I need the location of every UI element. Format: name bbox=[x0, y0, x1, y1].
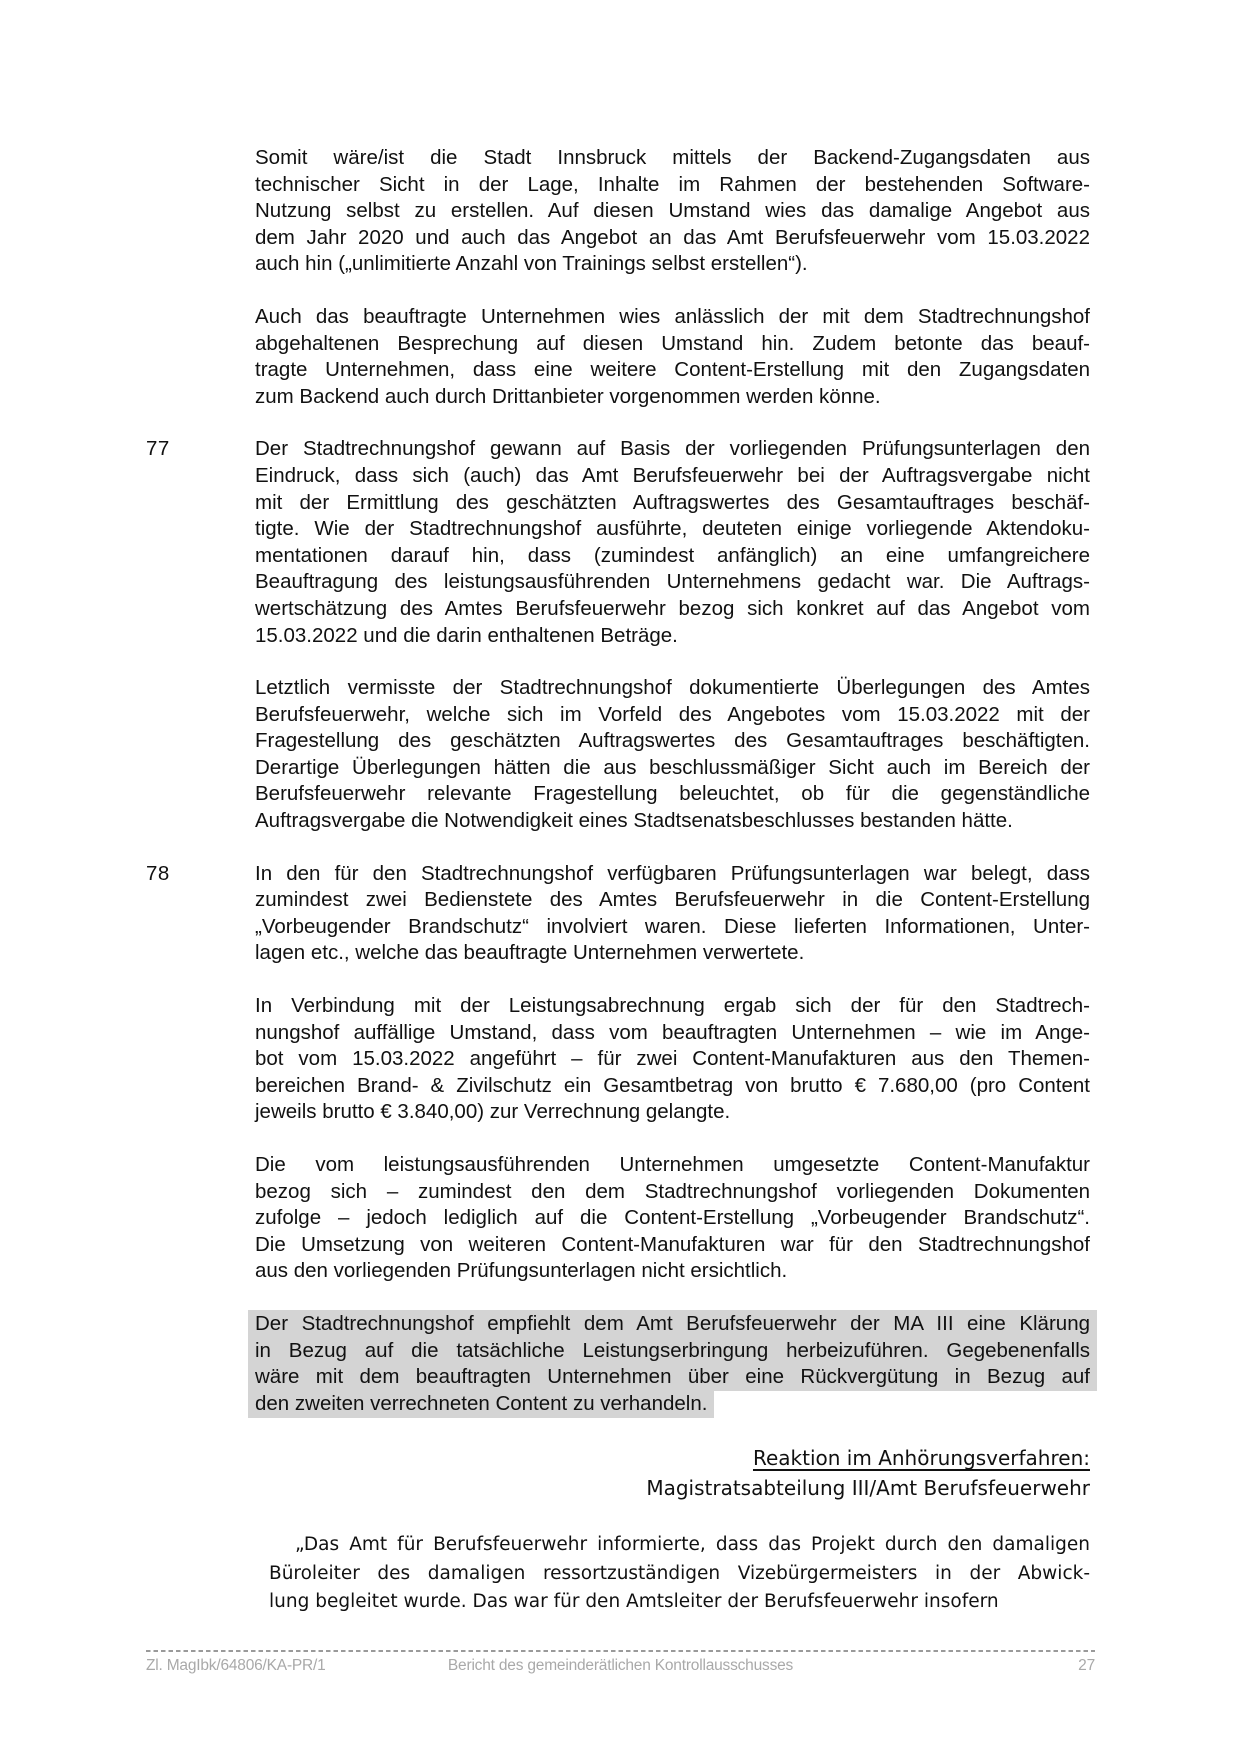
text-line: Büroleiter des damaligen ressortzuständigen Vizebürgermeisters in der Abwick- bbox=[269, 1562, 1090, 1584]
text-line: wertschätzung des Amtes Berufsfeuerwehr bezog sich konkret auf das Angebot vom bbox=[255, 596, 1090, 620]
text-line: Eindruck, dass sich (auch) das Amt Berufsfeuerwehr bei der Auftragsvergabe nicht bbox=[255, 463, 1090, 487]
footer-dashed-rule bbox=[146, 1650, 1095, 1652]
hearing-quote bbox=[269, 1531, 1090, 1617]
text-line: aus den vorliegenden Prüfungsunterlagen nicht ersichtlich. bbox=[255, 1259, 788, 1283]
text-line: wäre mit dem beauftragten Unternehmen über eine Rückvergütung in Bezug auf bbox=[255, 1364, 1090, 1391]
footer-document-title: Bericht des gemeinderätlichen Kontrollausschusses bbox=[447, 1657, 794, 1674]
margin-number: 78 bbox=[146, 861, 170, 885]
text-line: abgehaltenen Besprechung auf diesen Umstand hin. Zudem betonte das beauf- bbox=[255, 331, 1090, 355]
text-line: in Bezug auf die tatsächliche Leistungserbringung herbeizuführen. Gegebenenfalls bbox=[255, 1338, 1090, 1365]
text-line: mentationen darauf hin, dass (zumindest anfänglich) an eine umfangreichere bbox=[255, 543, 1090, 567]
body-paragraph bbox=[146, 436, 1090, 649]
text-line: den zweiten verrechneten Content zu verhandeln. bbox=[255, 1391, 1090, 1418]
text-line: Nutzung selbst zu erstellen. Auf diesen Umstand wies das damalige Angebot aus bbox=[255, 199, 1090, 223]
margin-number: 77 bbox=[146, 437, 170, 461]
text-line: jeweils brutto € 3.840,00) zur Verrechnung gelangte. bbox=[255, 1100, 731, 1124]
text-line: Der Stadtrechnungshof gewann auf Basis der vorliegenden Prüfungsunterlagen den bbox=[255, 437, 1090, 461]
text-line: bezog sich – zumindest den dem Stadtrechnungshof vorliegenden Dokumenten bbox=[255, 1179, 1090, 1203]
text-line: 15.03.2022 und die darin enthaltenen Beträge. bbox=[255, 623, 678, 647]
text-line: Beauftragung des leistungsausführenden Unternehmens gedacht war. Die Auftrags- bbox=[255, 570, 1090, 594]
text-line: Der Stadtrechnungshof empfiehlt dem Amt Berufsfeuerwehr der MA III eine Klärung bbox=[255, 1311, 1090, 1338]
text-line: Berufsfeuerwehr relevante Fragestellung beleuchtet, ob für die gegenständliche bbox=[255, 782, 1090, 806]
text-line: In Verbindung mit der Leistungsabrechnung ergab sich der für den Stadtrech- bbox=[255, 994, 1090, 1018]
text-line: Die Umsetzung von weiteren Content-Manufakturen war für den Stadtrechnungshof bbox=[255, 1232, 1090, 1256]
footer-row bbox=[146, 1657, 1095, 1675]
body-paragraph bbox=[255, 1152, 1090, 1285]
text-line: lung begleitet wurde. Das war für den Amtsleiter der Berufsfeuerwehr insofern bbox=[269, 1591, 999, 1613]
footer-page-number: 27 bbox=[1078, 1657, 1096, 1674]
text-line: „Vorbeugender Brandschutz“ involviert waren. Diese lieferten Informationen, Unter- bbox=[255, 914, 1090, 938]
text-line: Fragestellung des geschätzten Auftragswertes des Gesamtauftrages beschäftigten. bbox=[255, 729, 1090, 753]
reaction-subheading: Magistratsabteilung III/Amt Berufsfeuerwehr bbox=[646, 1476, 1090, 1501]
text-line: zum Backend auch durch Drittanbieter vorgenommen werden könne. bbox=[255, 384, 881, 408]
page-footer bbox=[146, 1650, 1095, 1675]
text-line: Derartige Überlegungen hätten die aus beschlussmäßiger Sicht auch im Bereich der bbox=[255, 755, 1090, 779]
report-body bbox=[146, 145, 1090, 1643]
text-line: bot vom 15.03.2022 angeführt – für zwei Content-Manufakturen aus den Themen- bbox=[255, 1047, 1090, 1071]
text-line: auch hin („unlimitierte Anzahl von Trainings selbst erstellen“). bbox=[255, 252, 808, 276]
reaction-heading: Reaktion im Anhörungsverfahren: bbox=[752, 1446, 1090, 1471]
body-paragraph bbox=[255, 993, 1090, 1126]
recommendation-highlight bbox=[255, 1311, 1090, 1417]
text-line: Letztlich vermisste der Stadtrechnungshof dokumentierte Überlegungen des Amtes bbox=[255, 676, 1090, 700]
body-paragraph bbox=[255, 145, 1090, 278]
text-line: Auftragsvergabe die Notwendigkeit eines Stadtsenatsbeschlusses bestanden hätte. bbox=[255, 809, 1013, 833]
text-line: zumindest zwei Bedienstete des Amtes Berufsfeuerwehr in die Content-Erstellung bbox=[255, 888, 1090, 912]
text-line: mit der Ermittlung des geschätzten Auftragswertes des Gesamtauftrages beschäf- bbox=[255, 490, 1090, 514]
text-line: zufolge – jedoch lediglich auf die Content-Erstellung „Vorbeugender Brandschutz“. bbox=[255, 1206, 1090, 1230]
body-paragraph bbox=[255, 304, 1090, 410]
text-line: In den für den Stadtrechnungshof verfügbaren Prüfungsunterlagen war belegt, dass bbox=[255, 861, 1090, 885]
text-line: „Das Amt für Berufsfeuerwehr informierte, dass das Projekt durch den damaligen bbox=[295, 1534, 1090, 1556]
text-line: technischer Sicht in der Lage, Inhalte im Rahmen der bestehenden Software- bbox=[255, 172, 1090, 196]
text-line: Somit wäre/ist die Stadt Innsbruck mittels der Backend-Zugangsdaten aus bbox=[255, 146, 1090, 169]
text-line: Die vom leistungsausführenden Unternehmen umgesetzte Content-Manufaktur bbox=[255, 1153, 1090, 1176]
text-line: Berufsfeuerwehr, welche sich im Vorfeld des Angebotes vom 15.03.2022 mit der bbox=[255, 702, 1090, 726]
body-paragraph bbox=[146, 861, 1090, 967]
report-blocks bbox=[146, 145, 1090, 1617]
text-line: bereichen Brand- & Zivilschutz ein Gesamtbetrag von brutto € 7.680,00 (pro Content bbox=[255, 1073, 1090, 1097]
text-line: nungshof auffällige Umstand, dass vom beauftragten Unternehmen – wie im Ange- bbox=[255, 1020, 1090, 1044]
footer-reference: Zl. MagIbk/64806/KA-PR/1 bbox=[146, 1657, 326, 1674]
text-line: lagen etc., welche das beauftragte Unternehmen verwertete. bbox=[255, 941, 805, 965]
text-line: dem Jahr 2020 und auch das Angebot an das Amt Berufsfeuerwehr vom 15.03.2022 bbox=[255, 225, 1090, 249]
text-line: tigte. Wie der Stadtrechnungshof ausführte, deuteten einige vorliegende Aktendoku- bbox=[255, 517, 1090, 541]
text-line: tragte Unternehmen, dass eine weitere Content-Erstellung mit den Zugangsdaten bbox=[255, 358, 1090, 382]
text-line: Auch das beauftragte Unternehmen wies anlässlich der mit dem Stadtrechnungshof bbox=[255, 304, 1090, 328]
body-paragraph bbox=[255, 675, 1090, 835]
